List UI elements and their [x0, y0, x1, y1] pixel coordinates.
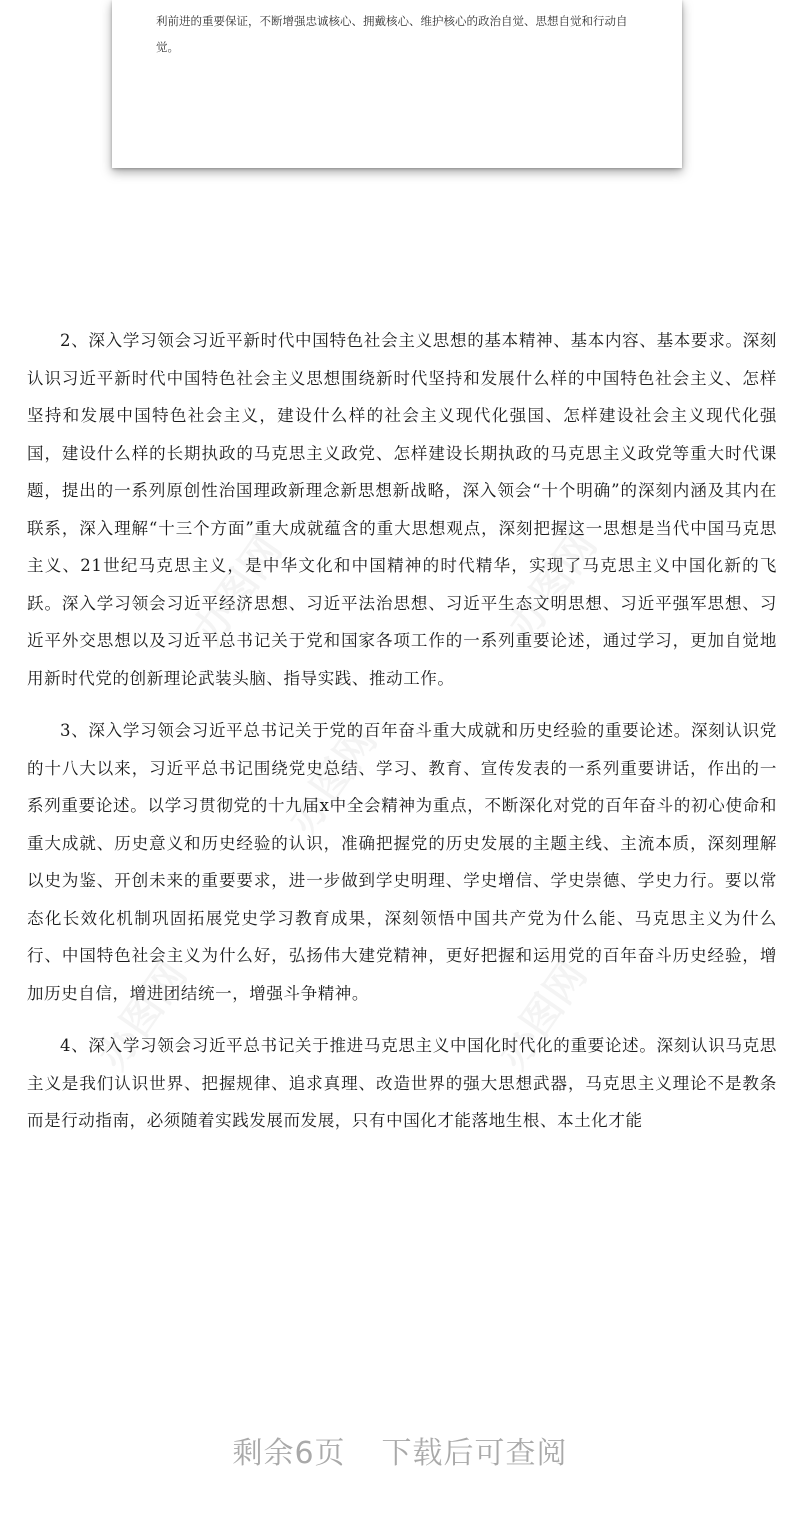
- previous-page-preview: [112, 0, 682, 168]
- download-to-view-label: 下载后可查阅: [381, 1436, 568, 1471]
- paragraph-3: 3、深入学习领会习近平总书记关于党的百年奋斗重大成就和历史经验的重要论述。深刻认识党的十八大以来，习近平总书记围绕党史总结、学习、教育、宣传发表的一系列重要讲话，作出的一系列重要论述。以学习贯彻党的十九届x中全会精神为重点，不断深化对党的百年奋斗的初心使命和重大成就、历史意义和历史经验的认识，准确把握党的历史发展的主题主线、主流本质，深刻理解以史为鉴、开创未来的重要要求，进一步做到学史明理、学史增信、学史崇德、学史力行。要以常态化长效化机制巩固拓展党史学习教育成果，深刻领悟中国共产党为什么能、马克思主义为什么行、中国特色社会主义为什么好，弘扬伟大建党精神，更好把握和运用党的百年奋斗历史经验，增加历史自信，增进团结统一，增强斗争精神。: [27, 721, 777, 1003]
- preview-line: 觉。: [156, 40, 179, 54]
- preview-line: 利前进的重要保证，不断增强忠诚核心、拥戴核心、维护核心的政治自觉、思想自觉和行动自: [156, 14, 628, 28]
- preview-text: [156, 8, 656, 60]
- paragraph-2: 2、深入学习领会习近平新时代中国特色社会主义思想的基本精神、基本内容、基本要求。深刻认识习近平新时代中国特色社会主义思想围绕新时代坚持和发展什么样的中国特色社会主义、怎样坚持和发展中国特色社会主义，建设什么样的社会主义现代化强国、怎样建设社会主义现代化强国，建设什么样的长期执政的马克思主义政党、怎样建设长期执政的马克思主义政党等重大时代课题，提出的一系列原创性治国理政新理念新思想新战略，深入领会“十个明确”的深刻内涵及其内在联系，深入理解“十三个方面”重大成就蕴含的重大思想观点，深刻把握这一思想是当代中国马克思主义、21世纪马克思主义，是中华文化和中国精神的时代精华，实现了马克思主义中国化新的飞跃。深入学习领会习近平经济思想、习近平法治思想、习近平生态文明思想、习近平强军思想、习近平外交思想以及习近平总书记关于党和国家各项工作的一系列重要论述，通过学习，更加自觉地用新时代党的创新理论武装头脑、指导实践、推动工作。: [27, 331, 777, 688]
- article-body: [27, 322, 777, 1155]
- remaining-pages-notice[interactable]: [0, 1428, 800, 1472]
- remaining-pages-label: 剩余6页: [232, 1436, 346, 1471]
- paragraph-4: 4、深入学习领会习近平总书记关于推进马克思主义中国化时代化的重要论述。深刻认识马克思主义是我们认识世界、把握规律、追求真理、改造世界的强大思想武器，马克思主义理论不是教条而是行动指南，必须随着实践发展而发展，只有中国化才能落地生根、本土化才能: [27, 1036, 777, 1130]
